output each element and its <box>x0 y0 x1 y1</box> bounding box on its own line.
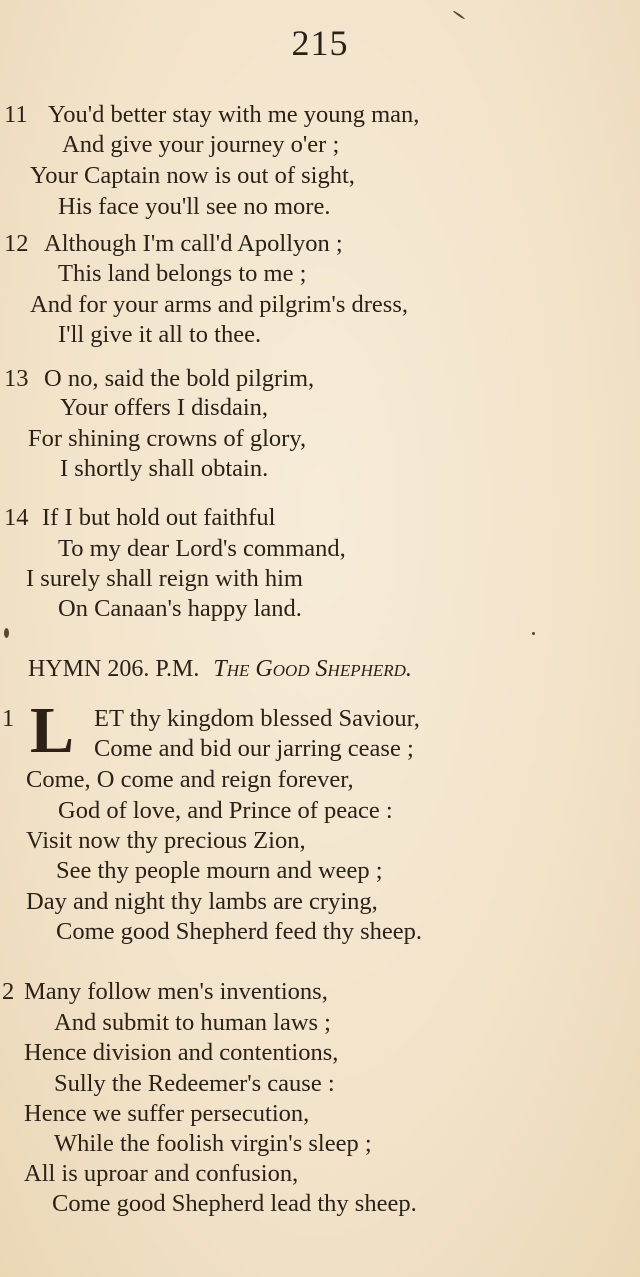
verse-line: This land belongs to me ; <box>58 260 307 287</box>
verse-line: God of love, and Prince of peace : <box>58 797 393 824</box>
verse-line: Come and bid our jarring cease ; <box>94 735 414 762</box>
verse-line: And for your arms and pilgrim's dress, <box>30 291 408 318</box>
verse-line: On Canaan's happy land. <box>58 595 302 622</box>
verse-line: Your offers I disdain, <box>60 394 269 421</box>
verse-line: You'd better stay with me young man, <box>48 101 420 128</box>
verse-line: Many follow men's inventions, <box>24 978 328 1005</box>
verse-line: See thy people mourn and weep ; <box>56 857 383 884</box>
verse-line: Sully the Redeemer's cause : <box>54 1070 335 1097</box>
verse-line: Come, O come and reign forever, <box>26 766 354 793</box>
drop-cap: L <box>30 694 75 767</box>
verse-line: His face you'll see no more. <box>58 193 331 220</box>
verse-line: Hence division and contentions, <box>24 1039 339 1066</box>
verse-line: Visit now thy precious Zion, <box>26 827 306 854</box>
stanza-number: 14 <box>4 504 29 531</box>
ink-speck <box>453 10 466 20</box>
verse-line: To my dear Lord's command, <box>58 535 346 562</box>
verse-line: For shining crowns of glory, <box>28 425 307 452</box>
verse-line: All is uproar and confusion, <box>24 1160 299 1187</box>
verse-line: O no, said the bold pilgrim, <box>44 365 315 392</box>
verse-line: Come good Shepherd lead thy sheep. <box>52 1190 417 1217</box>
verse-line: Day and night thy lambs are crying, <box>26 888 378 915</box>
verse-line: Hence we suffer persecution, <box>24 1100 310 1127</box>
stanza-number: 11 <box>4 101 28 128</box>
stanza-number: 1 <box>2 705 15 732</box>
verse-line: Although I'm call'd Apollyon ; <box>44 230 343 257</box>
stanza-number: 2 <box>2 978 15 1005</box>
hymn-heading <box>28 654 412 684</box>
verse-line: I shortly shall obtain. <box>60 455 269 482</box>
verse-line: Your Captain now is out of sight, <box>30 162 355 189</box>
hymn-number: HYMN 206. P.M. <box>28 656 200 682</box>
ink-speck <box>4 628 9 638</box>
verse-line: And give your journey o'er ; <box>62 131 340 158</box>
verse-line: If I but hold out faithful <box>42 504 276 531</box>
verse-line: ET thy kingdom blessed Saviour, <box>94 705 420 732</box>
verse-line: While the foolish virgin's sleep ; <box>54 1130 372 1157</box>
hymn-title: The Good Shepherd. <box>213 656 412 682</box>
verse-line: And submit to human laws ; <box>54 1009 331 1036</box>
verse-line: Come good Shepherd feed thy sheep. <box>56 918 423 945</box>
stanza-number: 12 <box>4 230 29 257</box>
page-number: 215 <box>291 23 349 63</box>
verse-line: I surely shall reign with him <box>26 565 303 592</box>
stanza-number: 13 <box>4 365 29 392</box>
verse-line: I'll give it all to thee. <box>58 321 262 348</box>
ink-speck <box>532 632 535 635</box>
